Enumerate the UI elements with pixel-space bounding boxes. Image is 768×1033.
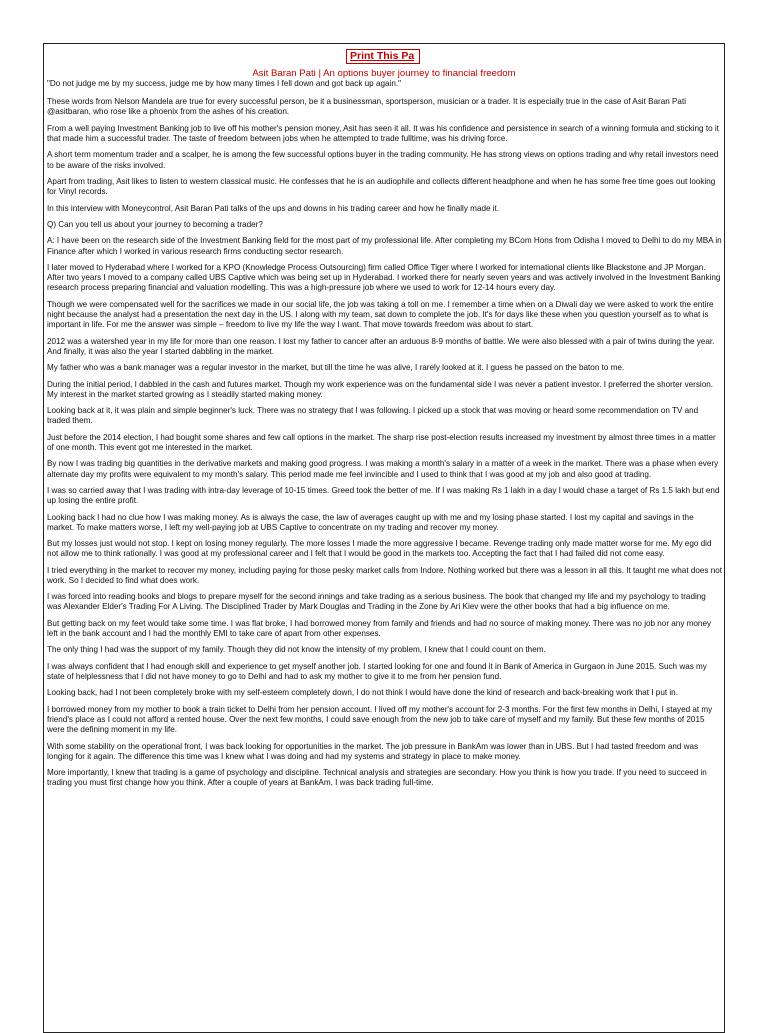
paragraph: By now I was trading big quantities in the derivative markets and making good progress. I was making a month's salary in a matter of a week in the market. There was a phase when every alternate day my profits were equivalent to my month's salary. This period made me feel invincible and I used to think that I was good at my job and also good at trading.: [47, 459, 719, 479]
paragraph: Looking back I had no clue how I was making money. As is always the case, the law of averages caught up with me and my losing phase started. I lost my capital and savings in the market. To make matters worse, I left my well-paying job at UBS Captive to concentrate on my trading and recover my money.: [47, 512, 694, 532]
article-title: Asit Baran Pati | An options buyer journey to financial freedom: [252, 68, 516, 79]
paragraph: More importantly, I knew that trading is a game of psychology and discipline. Technical analysis and strategies are secondary. How you think is how you trade. If you need to succeed in trading you must first change how you think. After a couple of years at BankAm, I was back trading full-time.: [47, 768, 707, 788]
paragraph: But getting back on my feet would take some time. I was flat broke, I had borrowed money from family and friends and had no source of making money. There was no job nor any money left in the bank account and I had the monthly EMI to take care of apart from other expenses.: [47, 618, 712, 639]
paragraph: I was always confident that I had enough skill and experience to get myself another job. I started looking for one and found it in Bank of America in Gurgaon in June 2015. Such was my state of helplessness that I did not have money to go to Delhi and had to ask my mother to give it to me from her pension fund.: [47, 661, 707, 682]
paragraph: But my losses just would not stop. I kept on losing money regularly. The more losses I made the more aggressive I became. Revenge trading only made matter worse for me. My ego did not allow me to think rationally. I was good at my professional career and I felt that I would be good in the markets too. Accepting the fact that I had failed did not come easy.: [47, 539, 712, 559]
question: Q) Can you tell us about your journey to becoming a trader?: [47, 219, 263, 229]
paragraph: A short term momentum trader and a scalper, he is among the few successful options buyer in the trading community. He has strong views on options trading and why retail investors need to be aware of the risks involved.: [47, 150, 719, 170]
paragraph: In this interview with Moneycontrol, Asit Baran Pati talks of the ups and downs in his trading career and how he finally made it.: [47, 203, 500, 213]
paragraph: Looking back at it, it was plain and simple beginner's luck. There was no strategy that I was following. I picked up a stock that was moving or heard some recommendation on TV and traded them.: [47, 406, 699, 426]
paragraph: A: I have been on the research side of the Investment Banking field for the most part of my professional life. After completing my BCom Hons from Odisha I moved to Delhi to do my MBA in Finance after which I worked in various research firms conducting sector research.: [47, 236, 722, 256]
article-body: [47, 79, 722, 795]
paragraph: Though we were compensated well for the sacrifices we made in our social life, the job was taking a toll on me. I remember a time when on a Diwali day we were asked to work the entire night because the analyst had a presentation the next day in the US. I along with my team, sat down to complete the job. It's for days like these when you question yourself as to what is important in life. For me the answer was simple – freedom to live my life the way I want. That move towards freedom was about to start.: [47, 299, 714, 330]
paragraph: These words from Nelson Mandela are true for every successful person, be it a businessman, sportsperson, musician or a trader. It is especially true in the case of Asit Baran Pati @asitbaran, who rose like a phoenix from the ashes of his creation.: [47, 97, 687, 117]
paragraph: I was so carried away that I was trading with intra-day leverage of 10-15 times. Greed took the better of me. If I was making Rs 1 lakh in a day I would chase a target of Rs 1.5 lakh but end up losing the entire profit.: [47, 485, 720, 506]
paragraph: Looking back, had I not been completely broke with my self-esteem completely down, I do not think I would have done the kind of research and back-breaking work that I put in.: [47, 688, 678, 698]
paragraph: I later moved to Hyderabad where I worked for a KPO (Knowledge Process Outsourcing) firm called Office Tiger where I worked for international clients like Blackstone and JP Morgan. After two years I moved to a company called UBS Captive which was being set up in Hyderabad. I worked there for nearly seven years and was actively involved in the Investment Banking research process preparing financial and valuation modelling. This was a high-pressure job where we used to work for 12-14 hours every day.: [47, 262, 721, 293]
paragraph: Just before the 2014 election, I had bought some shares and few call options in the market. The sharp rise post-election results increased my investment by almost three times in a matter of one month. This event got me interested in the market.: [47, 432, 716, 452]
print-this-page-link[interactable]: Print This Pa: [346, 49, 420, 64]
paragraph: "Do not judge me by my success, judge me by how many times I fell down and got back up again.": [47, 79, 401, 88]
paragraph: 2012 was a watershed year in my life for more than one reason. I lost my father to cancer after an arduous 8-9 months of battle. We were also blessed with a pair of twins during the year. And finally, it was also the year I started dabbling in the market.: [47, 336, 715, 356]
paragraph: From a well paying Investment Banking job to live off his mother's pension money, Asit has seen it all. It was his confidence and persistence in search of a winning formula and sticking to it that made him a successful trader. The taste of freedom between jobs when he attempted to trade fulltime, was his driving force.: [47, 123, 719, 143]
paragraph: The only thing I had was the support of my family. Though they did not know the intensity of my problem, I knew that I could count on them.: [47, 645, 546, 655]
paragraph: I tried everything in the market to recover my money, including paying for those pesky market calls from Indore. Nothing worked but there was a lesson in all this. It taught me what does not work. So I decided to find what does work.: [47, 565, 723, 585]
paragraph: During the initial period, I dabbled in the cash and futures market. Though my work experience was on the fundamental side I was never a patient investor. I preferred the shorter version. My interest in the market started growing as I steadily started making money.: [47, 379, 714, 399]
paragraph: With some stability on the operational front, I was back looking for opportunities in the market. The job pressure in BankAm was lower than in UBS. But I had tasted freedom and was longing for it again. The difference this time was I knew what I was doing and had my systems and strategy in place to make money.: [47, 741, 699, 761]
paragraph: My father who was a bank manager was a regular investor in the market, but till the time he was alive, I rarely looked at it. I guess he passed on the baton to me.: [47, 363, 625, 373]
paragraph: I borrowed money from my mother to book a train ticket to Delhi from her pension account. I lived off my mother's account for 2-3 months. For the first few months in Delhi, I stayed at my friend's place as I could not afford a rented house. Over the next few months, I could save enough from the new job to take care of myself and my family. But these few months of 2015 were the defining moment in my life.: [47, 704, 713, 735]
paragraph: Apart from trading, Asit likes to listen to western classical music. He confesses that he is an audiophile and collects different headphone and when he has some free time goes out looking for Vinyl records.: [47, 176, 716, 197]
paragraph: I was forced into reading books and blogs to prepare myself for the second innings and take trading as a serious business. The book that changed my life and my psychology to trading was Alexander Elder's Trading For A Living. The Disciplined Trader by Mark Douglas and Trading in the Zone by Ari Kiev were the other books that had a big influence on me.: [47, 592, 706, 612]
